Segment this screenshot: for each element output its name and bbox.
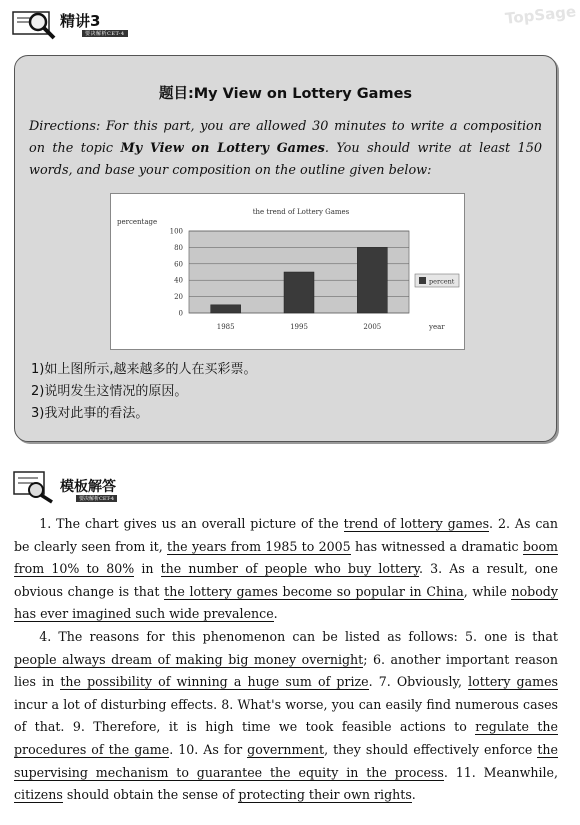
template-title: 模板解答 bbox=[60, 479, 116, 495]
template-answer-header bbox=[12, 468, 212, 506]
essay-text: , while bbox=[463, 583, 512, 599]
underlined-phrase: the lottery games become so popular in China bbox=[164, 583, 464, 599]
section-title: 精讲3 bbox=[60, 12, 101, 30]
legend-label: percent bbox=[429, 277, 455, 286]
y-axis-label: percentage bbox=[117, 218, 158, 226]
underlined-phrase: the supervising mechanism to guarantee the equity in the process bbox=[14, 741, 558, 780]
essay-text: 1. The chart gives us an overall picture of the bbox=[39, 516, 344, 531]
essay-paragraph bbox=[14, 513, 558, 626]
underlined-phrase: boom from 10% to 80% bbox=[14, 538, 558, 577]
essay-text: . 7. Obviously, bbox=[368, 674, 469, 690]
underlined-phrase: protecting their own rights bbox=[238, 787, 412, 803]
essay-paragraph bbox=[14, 626, 558, 807]
y-tick-label: 60 bbox=[174, 260, 183, 269]
essay-text: has witnessed a dramatic bbox=[350, 538, 523, 554]
essay-text: 4. The reasons for this phenomenon can be listed as follows: 5. one is that bbox=[39, 628, 558, 644]
section-header bbox=[12, 4, 568, 44]
directions-pre: Directions: For this part, you are allowed 30 minutes to write a composition on the topic bbox=[29, 119, 542, 156]
pen-paper-icon bbox=[12, 468, 56, 504]
essay-text: , they should effectively enforce bbox=[324, 741, 538, 757]
bar bbox=[284, 272, 314, 313]
x-axis-label: year bbox=[429, 323, 445, 331]
outline-item: 2)说明发生这情况的原因。 bbox=[31, 384, 188, 399]
x-tick-label: 1995 bbox=[290, 323, 308, 331]
legend-swatch bbox=[419, 277, 426, 284]
essay-text: . 10. As for bbox=[169, 741, 248, 757]
y-tick-label: 20 bbox=[174, 293, 183, 302]
chart-svg bbox=[111, 194, 464, 349]
underlined-phrase: nobody has ever imagined such wide prevalence bbox=[14, 583, 558, 622]
y-tick-label: 40 bbox=[174, 276, 183, 285]
directions-topic: My View on Lottery Games bbox=[120, 141, 325, 156]
prompt-title: 题目:My View on Lottery Games bbox=[158, 86, 413, 102]
underlined-phrase: trend of lottery games bbox=[343, 516, 490, 531]
essay-text: incur a lot of disturbing effects. 8. What's worse, you can easily find numerous cases of that. 9. Therefore, it is high time we took feasible actions to bbox=[14, 696, 558, 735]
directions bbox=[29, 116, 542, 182]
essay-text: . 3. As a result, one obvious change is that bbox=[14, 561, 559, 599]
underlined-phrase: citizens bbox=[14, 787, 63, 803]
prompt-box bbox=[14, 55, 557, 442]
watermark: TopSage bbox=[504, 2, 577, 28]
y-tick-label: 0 bbox=[178, 309, 183, 318]
essay-text: . 2. As can be clearly seen from it, bbox=[14, 516, 558, 554]
essay-text: should obtain the sense of bbox=[62, 787, 239, 803]
template-subtitle: 要决解析CET-4 bbox=[76, 495, 117, 502]
y-tick-label: 100 bbox=[169, 227, 183, 236]
underlined-phrase: people always dream of making big money overnight bbox=[14, 651, 364, 667]
lottery-chart bbox=[110, 193, 465, 350]
section-subtitle: 要决解析CET-4 bbox=[82, 30, 128, 37]
x-tick-label: 1985 bbox=[216, 323, 235, 331]
x-tick-label: 2005 bbox=[363, 323, 382, 331]
essay-text: . 11. Meanwhile, bbox=[443, 764, 558, 780]
essay-text: in bbox=[134, 561, 161, 577]
model-essay bbox=[14, 513, 558, 807]
underlined-phrase: the number of people who buy lottery bbox=[160, 561, 419, 577]
y-tick-label: 80 bbox=[174, 243, 183, 252]
outline-item: 3)我对此事的看法。 bbox=[31, 406, 149, 421]
underlined-phrase: the possibility of winning a huge sum of prize bbox=[60, 674, 369, 690]
underlined-phrase: lottery games bbox=[468, 674, 558, 690]
outline-item: 1)如上图所示,越来越多的人在买彩票。 bbox=[31, 362, 257, 377]
bar bbox=[357, 247, 387, 313]
underlined-phrase: government bbox=[247, 741, 325, 757]
bar bbox=[211, 305, 241, 313]
essay-text: . bbox=[273, 606, 278, 622]
outline-list bbox=[31, 359, 256, 425]
essay-text: ; 6. another important reason lies in bbox=[14, 651, 558, 690]
directions-post: . You should write at least 150 words, and base your composition on the outline given below: bbox=[29, 141, 542, 178]
underlined-phrase: regulate the procedures of the game bbox=[14, 719, 558, 757]
underlined-phrase: the years from 1985 to 2005 bbox=[167, 538, 351, 554]
essay-text: . bbox=[411, 787, 416, 803]
magnifier-icon bbox=[12, 6, 56, 40]
chart-title: the trend of Lottery Games bbox=[252, 208, 350, 216]
